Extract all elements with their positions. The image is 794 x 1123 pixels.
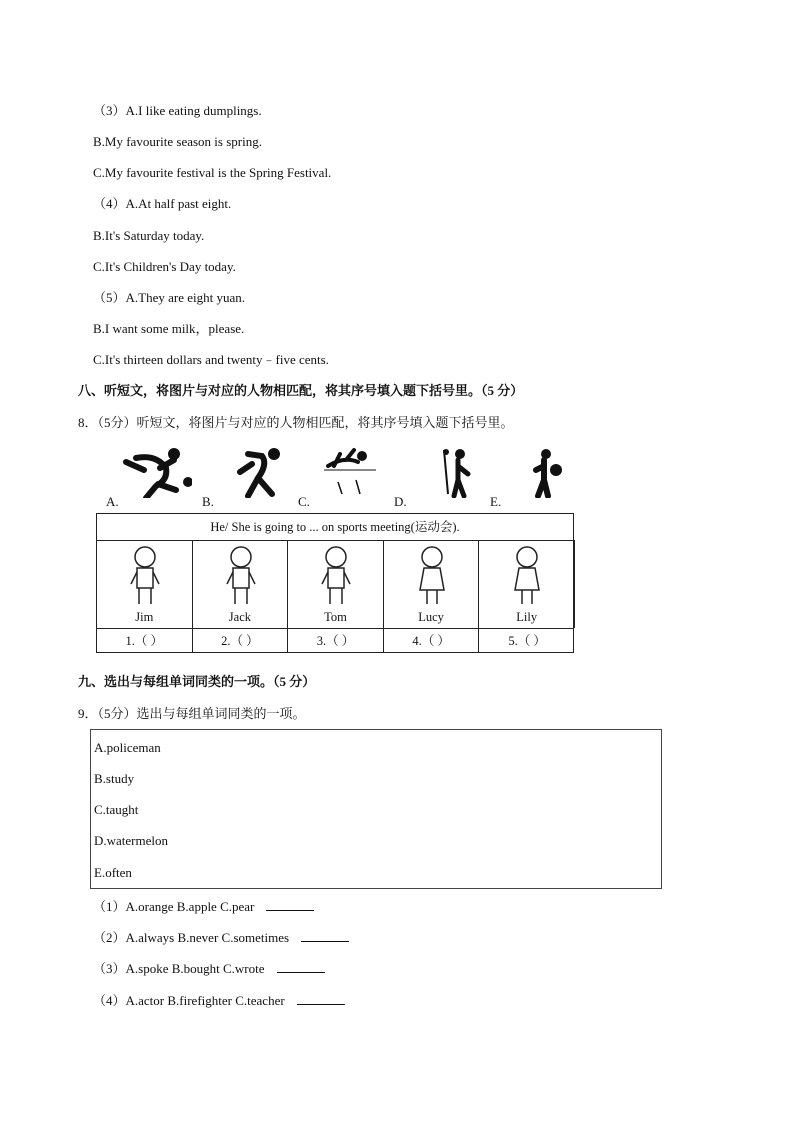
- sport-figures: [96, 446, 576, 510]
- option-line: C.It's Children's Day today.: [93, 259, 236, 274]
- figure-c: [288, 446, 384, 510]
- word-choice: C.taught: [94, 802, 139, 817]
- option-line: B.I want some milk，please.: [93, 321, 245, 336]
- section-heading: 九、选出与每组单词同类的一项。（5 分）: [78, 674, 316, 689]
- word-choice: E.often: [94, 865, 132, 880]
- person-cell: [288, 540, 384, 628]
- option-line: C.It's thirteen dollars and twenty﹣five cents.: [93, 352, 329, 367]
- person-name: Jack: [228, 610, 251, 624]
- basketball-player-icon: [480, 446, 576, 498]
- word-group-item: [93, 960, 325, 977]
- word-group-item: [93, 992, 345, 1009]
- person-name: Jim: [135, 610, 154, 624]
- figure-letter: E.: [490, 494, 502, 509]
- pole-vaulter-icon: [384, 446, 480, 498]
- figure-letter: A.: [106, 494, 119, 509]
- option-line: （5）A.They are eight yuan.: [93, 290, 245, 305]
- person-name: Tom: [324, 610, 347, 624]
- answer-blank[interactable]: [266, 898, 314, 911]
- word-choice: A.policeman: [94, 740, 161, 755]
- word-choice: B.study: [94, 771, 135, 786]
- word-group-item: [93, 929, 349, 946]
- girl-icon: [412, 544, 452, 606]
- person-cell: [479, 540, 575, 628]
- figure-e: [480, 446, 576, 510]
- word-group-item: [93, 898, 314, 915]
- section-heading: 八、听短文，将图片与对应的人物相匹配，将其序号填入题下括号里。（5 分）: [78, 383, 524, 398]
- high-jumper-icon: [288, 446, 384, 498]
- question-text: 9．（5分）选出与每组单词同类的一项。: [78, 706, 306, 721]
- word-choice: D.watermelon: [94, 833, 169, 848]
- figure-d: [384, 446, 480, 510]
- figure-a: [96, 446, 192, 510]
- option-line: C.My favourite festival is the Spring Festival.: [93, 165, 332, 180]
- person-cell: [384, 540, 480, 628]
- person-cell: [193, 540, 289, 628]
- table-heading: He/ She is going to ... on sports meeting(运动会).: [97, 514, 573, 541]
- person-cell: [97, 540, 193, 628]
- option-line: B.My favourite season is spring.: [93, 134, 262, 149]
- answer-blank[interactable]: 5.（ ）: [508, 634, 546, 648]
- boy-icon: [221, 544, 261, 606]
- word-group-text: （2）A.always B.never C.sometimes: [93, 930, 290, 945]
- word-group-text: （4）A.actor B.firefighter C.teacher: [93, 993, 285, 1008]
- boy-icon: [125, 544, 165, 606]
- figure-letter: B.: [202, 494, 214, 509]
- figure-letter: C.: [298, 494, 310, 509]
- answer-blank[interactable]: [297, 992, 345, 1005]
- option-line: （4）A.At half past eight.: [93, 196, 232, 211]
- answer-blank[interactable]: 1.（ ）: [97, 629, 193, 653]
- boy-icon: [316, 544, 356, 606]
- question-text: 8．（5分）听短文，将图片与对应的人物相匹配，将其序号填入题下括号里。: [78, 415, 514, 430]
- answer-blank[interactable]: 2.（ ）: [193, 629, 289, 653]
- runner-icon: [192, 446, 288, 498]
- answer-blank[interactable]: [301, 929, 349, 942]
- figure-b: [192, 446, 288, 510]
- word-group-text: （3）A.spoke B.bought C.wrote: [93, 961, 265, 976]
- girl-icon: [507, 544, 547, 606]
- answer-blank[interactable]: 3.（ ）: [288, 629, 384, 653]
- football-player-icon: [96, 446, 192, 498]
- figure-letter: D.: [394, 494, 407, 509]
- option-line: （3）A.I like eating dumplings.: [93, 103, 262, 118]
- matching-table: [96, 513, 574, 653]
- answer-row: [97, 628, 573, 653]
- person-name: Lily: [516, 610, 538, 624]
- person-name: Lucy: [418, 610, 444, 624]
- word-group-text: （1）A.orange B.apple C.pear: [93, 899, 255, 914]
- word-choice-box: [90, 729, 662, 889]
- answer-blank[interactable]: [277, 960, 325, 973]
- option-line: B.It's Saturday today.: [93, 228, 205, 243]
- answer-blank[interactable]: 4.（ ）: [384, 629, 480, 653]
